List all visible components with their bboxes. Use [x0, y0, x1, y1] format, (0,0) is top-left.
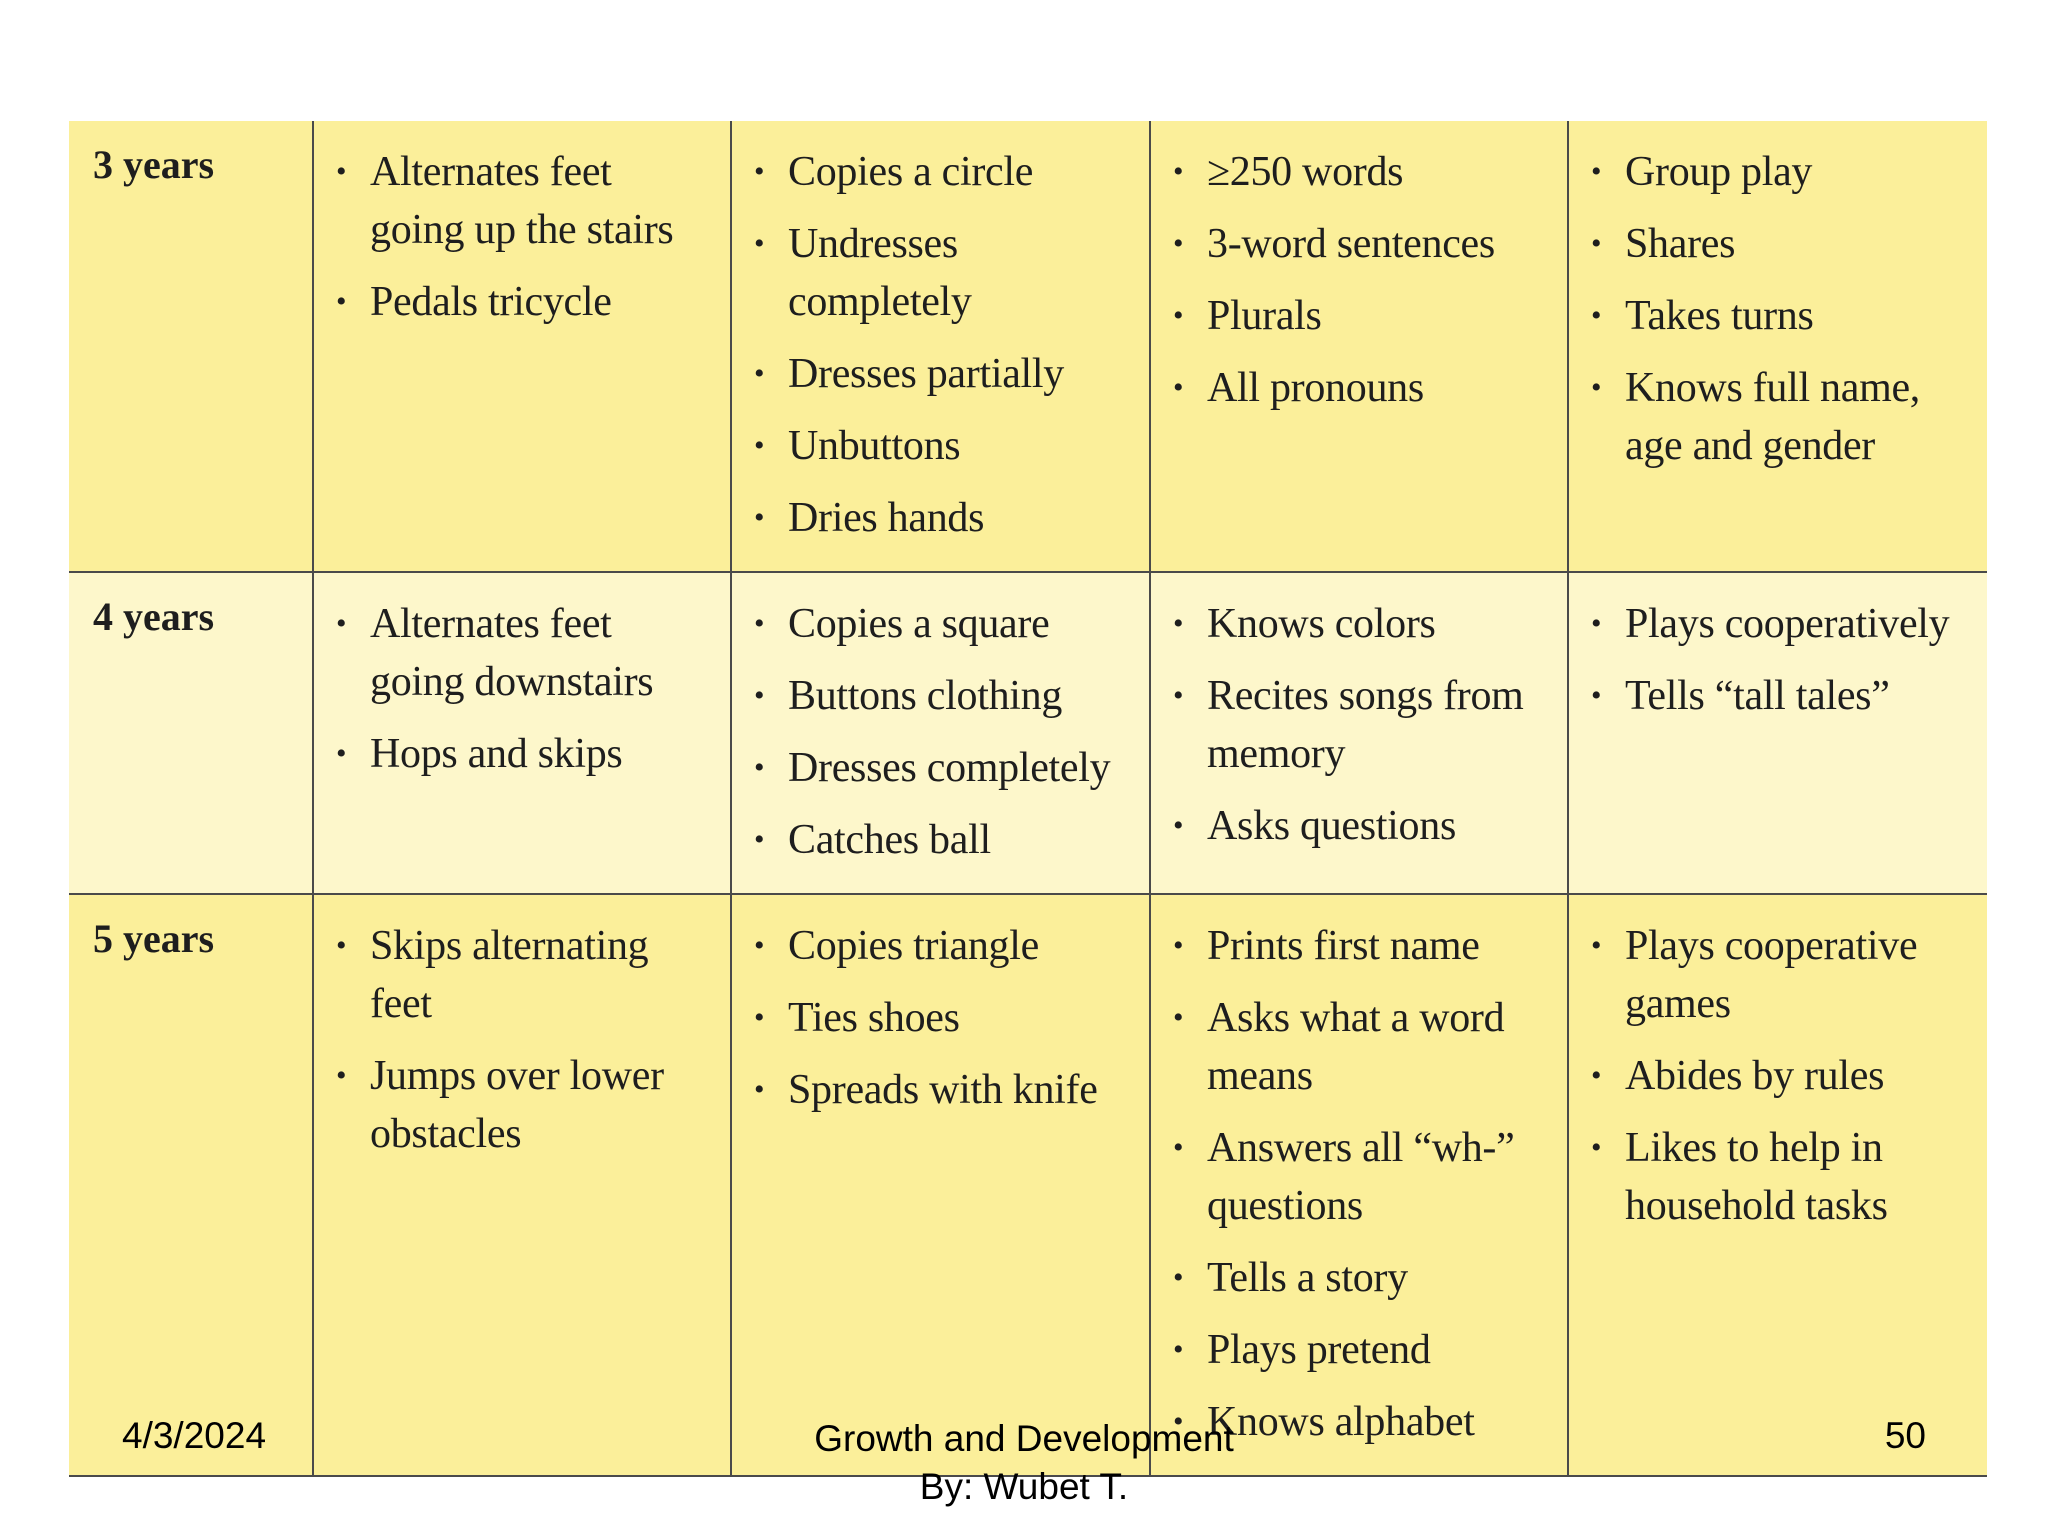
gross-motor-cell	[313, 572, 731, 894]
milestone-list	[1589, 143, 1969, 475]
table-row	[69, 894, 1987, 1476]
list-item: • Jumps over lower obstacles	[334, 1047, 712, 1163]
list-item: • Alternates feet going downstairs	[334, 595, 712, 711]
list-item: • Buttons clothing	[752, 667, 1131, 725]
list-item: • Ties shoes	[752, 989, 1131, 1047]
list-item: • Group play	[1589, 143, 1969, 201]
list-item: • Dresses completely	[752, 739, 1131, 797]
footer-date: 4/3/2024	[122, 1415, 267, 1456]
age-cell	[69, 894, 313, 1476]
list-item: • Recites songs from memory	[1171, 667, 1549, 783]
language-cell	[1150, 572, 1568, 894]
age-cell	[69, 572, 313, 894]
milestone-list	[334, 143, 712, 331]
footer-title-line: Growth and Development	[814, 1418, 1234, 1459]
milestone-list	[752, 143, 1131, 547]
list-item: • Asks what a word means	[1171, 989, 1549, 1105]
list-item: • 3-word sentences	[1171, 215, 1549, 273]
social-cell	[1568, 121, 1987, 572]
list-item: • All pronouns	[1171, 359, 1549, 417]
table-row	[69, 121, 1987, 572]
list-item: • Dresses partially	[752, 345, 1131, 403]
milestone-list	[1589, 917, 1969, 1235]
milestone-list	[334, 917, 712, 1163]
milestone-list	[1171, 595, 1549, 855]
milestone-list	[752, 595, 1131, 869]
list-item: • Undresses completely	[752, 215, 1131, 331]
list-item: • Likes to help in household tasks	[1589, 1119, 1969, 1235]
footer-author-line: By: Wubet T.	[919, 1466, 1129, 1507]
social-cell	[1568, 572, 1987, 894]
age-label: 4 years	[93, 594, 215, 639]
list-item: • Abides by rules	[1589, 1047, 1969, 1105]
social-cell	[1568, 894, 1987, 1476]
fine-motor-cell	[731, 121, 1150, 572]
list-item: • Hops and skips	[334, 725, 712, 783]
list-item: • ≥250 words	[1171, 143, 1549, 201]
list-item: • Unbuttons	[752, 417, 1131, 475]
table-row	[69, 572, 1987, 894]
list-item: • Knows colors	[1171, 595, 1549, 653]
list-item: • Takes turns	[1589, 287, 1969, 345]
age-label: 3 years	[93, 142, 215, 187]
milestone-list	[1589, 595, 1969, 725]
list-item: • Prints first name	[1171, 917, 1549, 975]
gross-motor-cell	[313, 894, 731, 1476]
list-item: • Catches ball	[752, 811, 1131, 869]
list-item: • Knows full name, age and gender	[1589, 359, 1969, 475]
milestone-list	[752, 917, 1131, 1119]
list-item: • Copies a circle	[752, 143, 1131, 201]
language-cell	[1150, 121, 1568, 572]
list-item: • Plays cooperative games	[1589, 917, 1969, 1033]
list-item: • Plurals	[1171, 287, 1549, 345]
fine-motor-cell	[731, 572, 1150, 894]
age-cell	[69, 121, 313, 572]
list-item: • Answers all “wh-” questions	[1171, 1119, 1549, 1235]
milestone-list	[1171, 143, 1549, 417]
list-item: • Asks questions	[1171, 797, 1549, 855]
milestones-table	[69, 121, 1987, 1477]
list-item: • Plays pretend	[1171, 1321, 1549, 1379]
list-item: • Knows alphabet	[1171, 1393, 1549, 1451]
list-item: • Spreads with knife	[752, 1061, 1131, 1119]
list-item: • Alternates feet going up the stairs	[334, 143, 712, 259]
milestone-list	[1171, 917, 1549, 1451]
list-item: • Tells a story	[1171, 1249, 1549, 1307]
age-label: 5 years	[93, 916, 215, 961]
language-cell	[1150, 894, 1568, 1476]
list-item: • Skips alternating feet	[334, 917, 712, 1033]
list-item: • Dries hands	[752, 489, 1131, 547]
list-item: • Shares	[1589, 215, 1969, 273]
fine-motor-cell	[731, 894, 1150, 1476]
list-item: • Copies triangle	[752, 917, 1131, 975]
list-item: • Pedals tricycle	[334, 273, 712, 331]
page-number: 50	[1884, 1415, 1926, 1456]
list-item: • Tells “tall tales”	[1589, 667, 1969, 725]
milestone-list	[334, 595, 712, 783]
list-item: • Copies a square	[752, 595, 1131, 653]
footer-title	[774, 1415, 1274, 1511]
list-item: • Plays cooperatively	[1589, 595, 1969, 653]
gross-motor-cell	[313, 121, 731, 572]
